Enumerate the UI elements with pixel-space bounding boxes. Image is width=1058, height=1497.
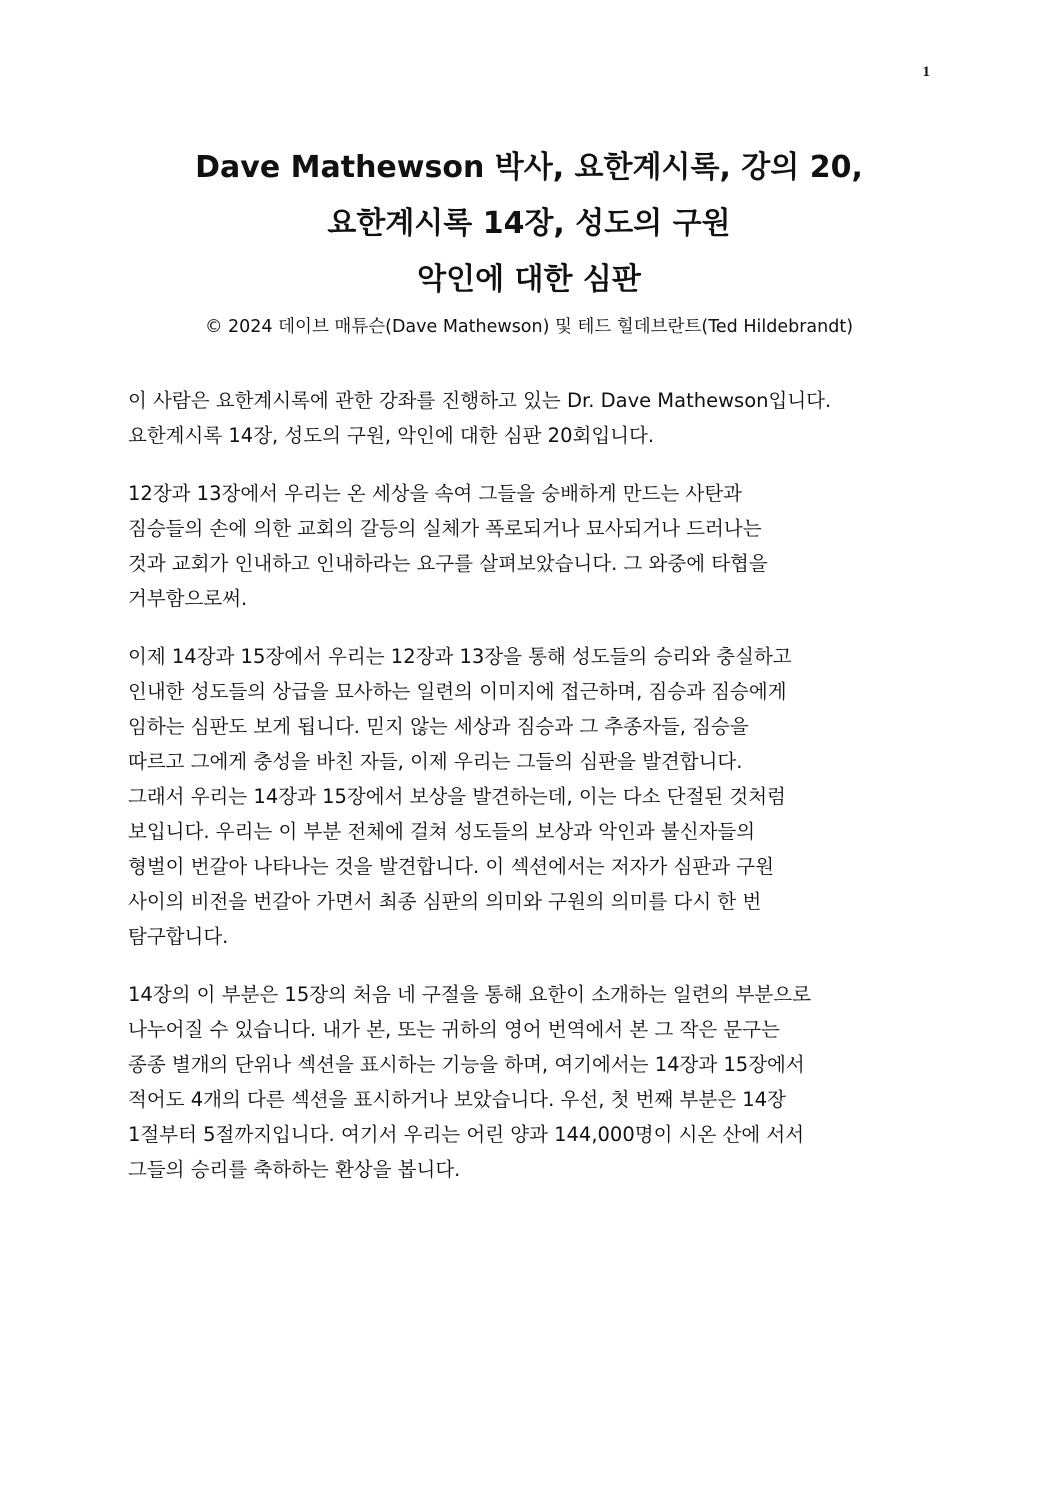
paragraph-line: 요한계시록 14장, 성도의 구원, 악인에 대한 심판 20회입니다. [128, 424, 655, 447]
title-block [0, 140, 1058, 342]
paragraph-line: 이 사람은 요한계시록에 관한 강좌를 진행하고 있는 Dr. Dave Mathewson입니다. [128, 389, 832, 412]
paragraph-2 [128, 476, 928, 616]
paragraph-line: 종종 별개의 단위나 섹션을 표시하는 기능을 하며, 여기에서는 14장과 15장에서 [128, 1053, 805, 1076]
body-text [128, 383, 928, 1210]
paragraph-line: 형벌이 번갈아 나타나는 것을 발견합니다. 이 섹션에서는 저자가 심판과 구원 [128, 855, 774, 878]
paragraph-line: 그래서 우리는 14장과 15장에서 보상을 발견하는데, 이는 다소 단절된 것처럼 [128, 785, 786, 808]
paragraph-4 [128, 977, 928, 1187]
copyright-notice: © 2024 데이브 매튜슨(Dave Mathewson) 및 테드 힐데브란트(Ted Hildebrandt) [204, 317, 854, 337]
paragraph-line: 인내한 성도들의 상급을 묘사하는 일련의 이미지에 접근하며, 짐승과 짐승에게 [128, 680, 787, 703]
paragraph-line: 거부함으로써. [128, 587, 248, 610]
title-line-2: 요한계시록 14장, 성도의 구원 [327, 206, 731, 241]
paragraph-line: 것과 교회가 인내하고 인내하라는 요구를 살펴보았습니다. 그 와중에 타협을 [128, 552, 768, 575]
paragraph-line: 탐구합니다. [128, 925, 229, 948]
paragraph-line: 따르고 그에게 충성을 바친 자들, 이제 우리는 그들의 심판을 발견합니다. [128, 750, 743, 773]
paragraph-line: 14장의 이 부분은 15장의 처음 네 구절을 통해 요한이 소개하는 일련의 부분으로 [128, 983, 811, 1006]
title-line-1: Dave Mathewson 박사, 요한계시록, 강의 20, [195, 150, 863, 185]
paragraph-line: 사이의 비전을 번갈아 가면서 최종 심판의 의미와 구원의 의미를 다시 한 번 [128, 890, 762, 913]
title-line-3: 악인에 대한 심판 [417, 262, 641, 297]
paragraph-line: 임하는 심판도 보게 됩니다. 믿지 않는 세상과 짐승과 그 추종자들, 짐승을 [128, 715, 749, 738]
paragraph-line: 이제 14장과 15장에서 우리는 12장과 13장을 통해 성도들의 승리와 충실하고 [128, 645, 792, 668]
paragraph-line: 그들의 승리를 축하하는 환상을 봅니다. [128, 1158, 461, 1181]
paragraph-line: 1절부터 5절까지입니다. 여기서 우리는 어린 양과 144,000명이 시온 산에 서서 [128, 1123, 805, 1146]
paragraph-line: 나누어질 수 있습니다. 내가 본, 또는 귀하의 영어 번역에서 본 그 작은 문구는 [128, 1018, 780, 1041]
paragraph-line: 보입니다. 우리는 이 부분 전체에 걸쳐 성도들의 보상과 악인과 불신자들의 [128, 820, 756, 843]
paragraph-1 [128, 383, 928, 453]
paragraph-line: 12장과 13장에서 우리는 온 세상을 속여 그들을 숭배하게 만드는 사탄과 [128, 482, 743, 505]
paragraph-line: 짐승들의 손에 의한 교회의 갈등의 실체가 폭로되거나 묘사되거나 드러나는 [128, 517, 762, 540]
paragraph-line: 적어도 4개의 다른 섹션을 표시하거나 보았습니다. 우선, 첫 번째 부분은 14장 [128, 1088, 786, 1111]
page-number: 1 [922, 64, 930, 80]
paragraph-3 [128, 639, 928, 954]
